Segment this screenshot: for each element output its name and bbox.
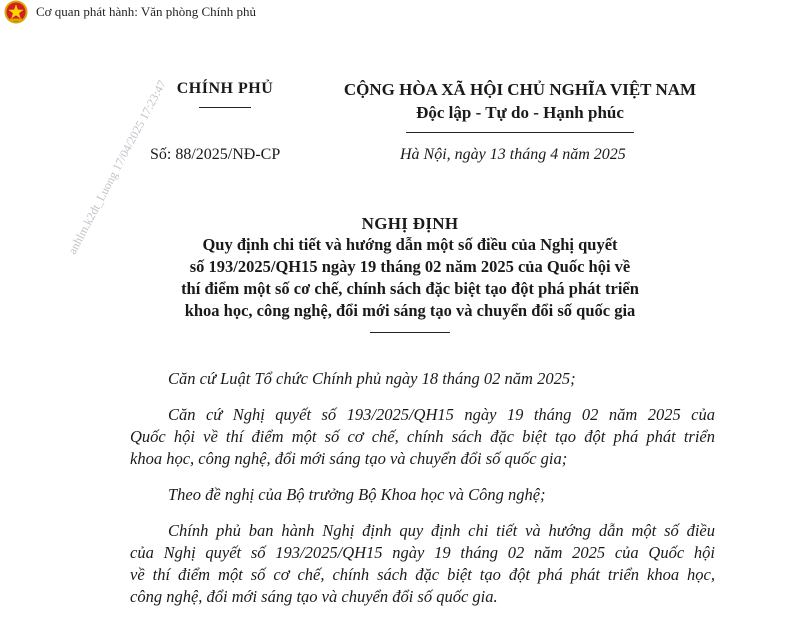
motto-underline <box>406 132 634 133</box>
title-underline <box>370 332 450 333</box>
issuer-bar <box>0 0 256 24</box>
paragraph-line: Căn cứ Nghị quyết số 193/2025/QH15 ngày 19 tháng 02 năm 2025 của <box>168 405 715 424</box>
paragraph-line: Theo đề nghị của Bộ trưởng Bộ Khoa học và Công nghệ; <box>168 485 546 504</box>
signature-watermark: anhlm.k2dt_Luong 17/04/2025 17:23:47 <box>65 77 169 257</box>
paragraph-line: về thí điểm một số cơ chế, chính sách đặc biệt tạo đột phá phát triển khoa học, <box>130 565 715 584</box>
document-type: NGHỊ ĐỊNH <box>361 214 459 233</box>
preamble-paragraph <box>130 404 715 470</box>
document-number: Số: 88/2025/NĐ-CP <box>150 146 281 163</box>
title-block <box>100 214 720 333</box>
subject-line: thí điểm một số cơ chế, chính sách đặc biệt tạo đột phá phát triển <box>181 279 639 298</box>
header-right <box>335 80 705 133</box>
paragraph-line: của Nghị quyết số 193/2025/QH15 ngày 19 tháng 02 năm 2025 của Quốc hội <box>130 543 715 562</box>
document-body <box>130 368 715 622</box>
preamble-paragraph <box>130 520 715 608</box>
paragraph-line: Quốc hội về thí điểm một số cơ chế, chính sách đặc biệt tạo đột phá phát triển <box>130 427 715 446</box>
nation-name: CỘNG HÒA XÃ HỘI CHỦ NGHĨA VIỆT NAM <box>343 80 697 99</box>
preamble-paragraph <box>130 484 715 506</box>
paragraph-line: Chính phủ ban hành Nghị định quy định chi tiết và hướng dẫn một số điều <box>168 521 715 540</box>
subject-line: Quy định chi tiết và hướng dẫn một số điều của Nghị quyết <box>202 235 618 254</box>
organization-name: CHÍNH PHỦ <box>176 80 274 97</box>
issuer-text: Cơ quan phát hành: Văn phòng Chính phủ <box>36 4 257 19</box>
header-left <box>150 80 300 108</box>
national-emblem-icon <box>4 0 28 24</box>
place-and-date: Hà Nội, ngày 13 tháng 4 năm 2025 <box>400 146 626 163</box>
national-motto: Độc lập - Tự do - Hạnh phúc <box>416 103 624 122</box>
subject-line: số 193/2025/QH15 ngày 19 tháng 02 năm 2025 của Quốc hội về <box>189 257 631 276</box>
paragraph-line: công nghệ, đổi mới sáng tạo và chuyển đổi số quốc gia. <box>130 587 498 606</box>
organization-underline <box>199 107 251 108</box>
paragraph-line: khoa học, công nghệ, đổi mới sáng tạo và chuyển đổi số quốc gia; <box>130 449 568 468</box>
preamble-paragraph <box>130 368 715 390</box>
paragraph-line: Căn cứ Luật Tổ chức Chính phủ ngày 18 tháng 02 năm 2025; <box>168 369 576 388</box>
subject-line: khoa học, công nghệ, đổi mới sáng tạo và chuyển đổi số quốc gia <box>184 301 636 320</box>
